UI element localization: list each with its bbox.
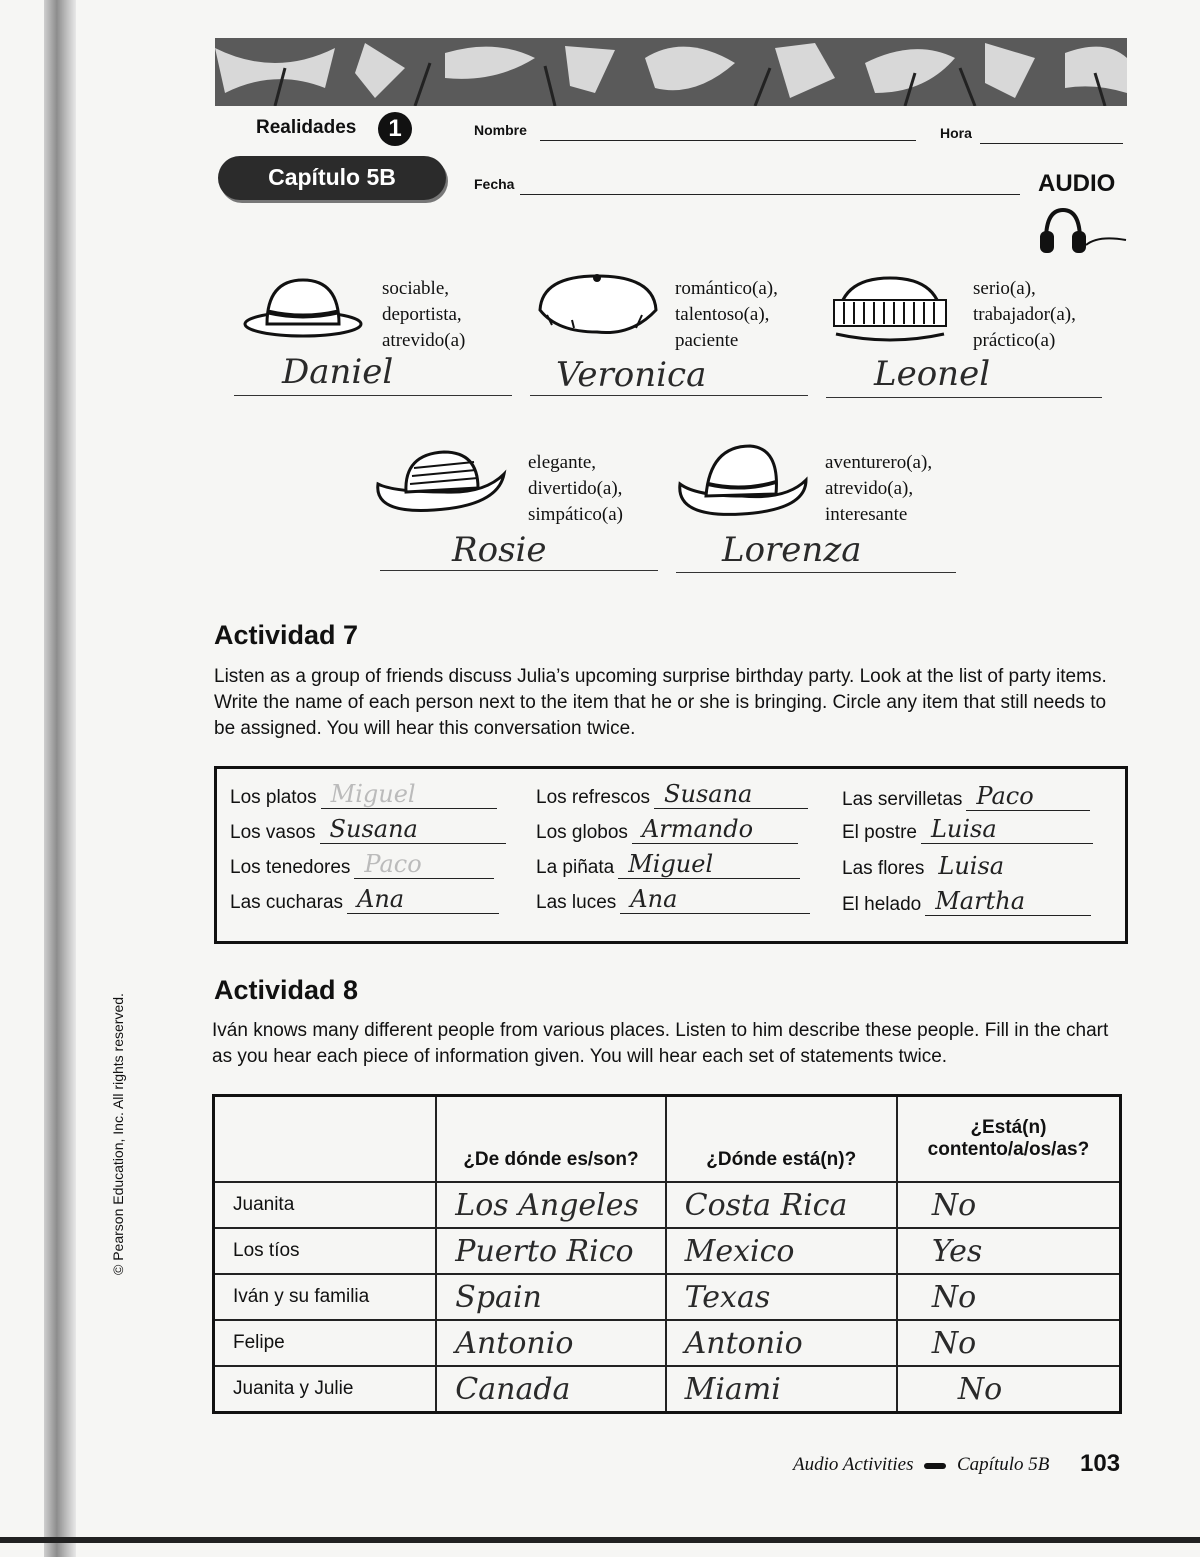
from-cell[interactable]: Puerto Rico: [436, 1228, 665, 1274]
copyright-notice: © Pearson Education, Inc. All rights reserved.: [110, 993, 126, 1275]
party-item-label: Los platos: [230, 787, 317, 808]
party-item-answer: Miguel: [628, 850, 714, 878]
party-item-answer-field[interactable]: [966, 782, 1090, 811]
party-item-answer-field[interactable]: [928, 852, 1096, 880]
party-item-label: Los globos: [536, 822, 628, 843]
happy-cell[interactable]: No: [897, 1182, 1121, 1228]
footer-chapter: Capítulo 5B: [957, 1454, 1050, 1475]
party-item: [230, 780, 497, 809]
column-header: ¿Está(n) contento/a/os/as?: [897, 1096, 1121, 1183]
chapter-badge: Capítulo 5B: [218, 156, 446, 200]
actividad-7-instructions: Listen as a group of friends discuss Julia’s upcoming surprise birthday party. Look at the list of party items. Write the name of each person next to the item that he or she is bringing. Circle any item that still needs to be assigned. You will hear this conversation twice.: [214, 666, 1107, 739]
hat-2-answer-line[interactable]: [530, 395, 808, 396]
party-item: [230, 815, 506, 844]
party-item-answer: Luisa: [938, 852, 1005, 880]
person-cell: Iván y su familia: [214, 1274, 437, 1320]
hat-1-icon: [242, 272, 364, 349]
party-item-answer: Armando: [641, 815, 754, 843]
series-name: Realidades: [256, 117, 357, 138]
party-item-answer: Ana: [357, 885, 405, 913]
party-item-answer: Susana: [664, 780, 753, 808]
fecha-label: Fecha: [474, 176, 515, 192]
page-bottom-edge: [0, 1537, 1200, 1543]
party-item-answer-field[interactable]: [632, 815, 798, 844]
party-item: [536, 850, 800, 879]
party-item: [536, 780, 808, 809]
party-item-answer: Ana: [630, 885, 678, 913]
party-item: [842, 887, 1091, 916]
party-item-answer: Martha: [935, 887, 1025, 915]
party-item-answer-field[interactable]: [321, 780, 497, 809]
party-item-label: Las cucharas: [230, 892, 344, 913]
person-cell: Juanita y Julie: [214, 1366, 437, 1413]
audio-label: AUDIO: [1038, 170, 1116, 197]
party-item-label: Los vasos: [230, 822, 316, 843]
party-item-answer: Luisa: [930, 815, 997, 843]
page-number: 103: [1080, 1450, 1121, 1477]
hat-4-icon: [374, 444, 508, 525]
where-cell[interactable]: Texas: [666, 1274, 897, 1320]
party-item-answer-field[interactable]: [347, 885, 499, 914]
hat-5-answer: Lorenza: [722, 530, 862, 570]
column-header: ¿Dónde está(n)?: [666, 1096, 897, 1183]
hat-4-answer: Rosie: [452, 530, 547, 570]
hat-3-traits: serio(a), trabajador(a), práctico(a): [973, 278, 1076, 351]
party-item: [230, 885, 499, 914]
footer-separator-icon: [924, 1463, 946, 1469]
hat-3-answer-line[interactable]: [826, 397, 1102, 398]
column-header: [214, 1096, 437, 1183]
hat-3-icon: [830, 274, 950, 351]
party-item-answer-field[interactable]: [618, 850, 800, 879]
hat-5-icon: [676, 440, 810, 525]
where-cell[interactable]: Costa Rica: [666, 1182, 897, 1228]
hat-2-traits: romántico(a), talentoso(a), paciente: [675, 278, 778, 351]
where-cell[interactable]: Antonio: [666, 1320, 897, 1366]
person-cell: Juanita: [214, 1182, 437, 1228]
party-item-answer: Susana: [329, 815, 418, 843]
party-item-label: El helado: [842, 894, 922, 915]
happy-cell[interactable]: No: [897, 1320, 1121, 1366]
where-cell[interactable]: Mexico: [666, 1228, 897, 1274]
party-item-label: Los tenedores: [230, 857, 351, 878]
table-row: [214, 1228, 1121, 1274]
hat-1-answer-line[interactable]: [234, 395, 512, 396]
actividad-7-title: Actividad 7: [214, 620, 359, 650]
people-chart: [212, 1094, 1122, 1414]
from-cell[interactable]: Spain: [436, 1274, 665, 1320]
fecha-field[interactable]: [520, 194, 1020, 195]
hat-4-answer-line[interactable]: [380, 570, 658, 571]
where-cell[interactable]: Miami: [666, 1366, 897, 1413]
from-cell[interactable]: Canada: [436, 1366, 665, 1413]
person-cell: Los tíos: [214, 1228, 437, 1274]
hat-5-traits: aventurero(a), atrevido(a), interesante: [825, 452, 933, 525]
party-item-label: Las luces: [536, 892, 617, 913]
happy-cell[interactable]: No: [897, 1366, 1121, 1413]
party-item-answer-field[interactable]: [925, 887, 1091, 916]
actividad-8-instructions: Iván knows many different people from various places. Listen to him describe these people. Fill in the chart as you hear each piece of information given. You will hear each set of statements twice.: [212, 1020, 1109, 1067]
actividad-8-title: Actividad 8: [214, 975, 359, 1005]
table-row: [214, 1320, 1121, 1366]
party-item-answer-field[interactable]: [320, 815, 506, 844]
headphones-icon: [1038, 205, 1128, 265]
party-item-answer: Miguel: [330, 780, 416, 808]
hat-3-answer: Leonel: [874, 354, 991, 394]
party-item-label: El postre: [842, 822, 917, 843]
table-row: [214, 1274, 1121, 1320]
party-item: [842, 852, 1096, 880]
party-item-answer: Paco: [976, 782, 1034, 810]
party-item-answer-field[interactable]: [654, 780, 808, 809]
nombre-field[interactable]: [540, 140, 916, 141]
hat-2-answer: Veronica: [556, 355, 707, 395]
level-badge: 1: [378, 112, 412, 146]
party-item-answer-field[interactable]: [620, 885, 810, 914]
column-header: ¿De dónde es/son?: [436, 1096, 665, 1183]
party-item-label: Los refrescos: [536, 787, 651, 808]
hora-label: Hora: [940, 125, 972, 141]
party-item: [536, 815, 798, 844]
decorative-banner: [215, 38, 1127, 106]
table-row: [214, 1366, 1121, 1413]
hora-field[interactable]: [980, 143, 1123, 144]
happy-cell[interactable]: No: [897, 1274, 1121, 1320]
nombre-label: Nombre: [474, 122, 527, 138]
party-item-answer: Paco: [364, 850, 422, 878]
party-item: [842, 815, 1093, 844]
page-footer: [793, 1454, 1049, 1476]
table-row: [214, 1182, 1121, 1228]
party-item-answer-field[interactable]: [354, 850, 494, 879]
happy-cell[interactable]: Yes: [897, 1228, 1121, 1274]
hat-4-traits: elegante, divertido(a), simpático(a): [528, 452, 623, 525]
party-item: [230, 850, 494, 879]
party-item-answer-field[interactable]: [921, 815, 1093, 844]
hat-1-answer: Daniel: [282, 352, 394, 392]
from-cell[interactable]: Los Angeles: [436, 1182, 665, 1228]
from-cell[interactable]: Antonio: [436, 1320, 665, 1366]
hat-2-icon: [532, 270, 662, 345]
hat-5-answer-line[interactable]: [676, 572, 956, 573]
person-cell: Felipe: [214, 1320, 437, 1366]
party-item: [842, 782, 1090, 811]
party-item: [536, 885, 810, 914]
footer-book: Audio Activities: [793, 1454, 914, 1475]
binding-edge: [44, 0, 76, 1557]
party-item-label: La piñata: [536, 857, 615, 878]
party-item-label: Las flores: [842, 858, 925, 879]
hat-1-traits: sociable, deportista, atrevido(a): [382, 278, 466, 351]
table-header-row: [214, 1096, 1121, 1183]
party-item-label: Las servilletas: [842, 789, 963, 810]
